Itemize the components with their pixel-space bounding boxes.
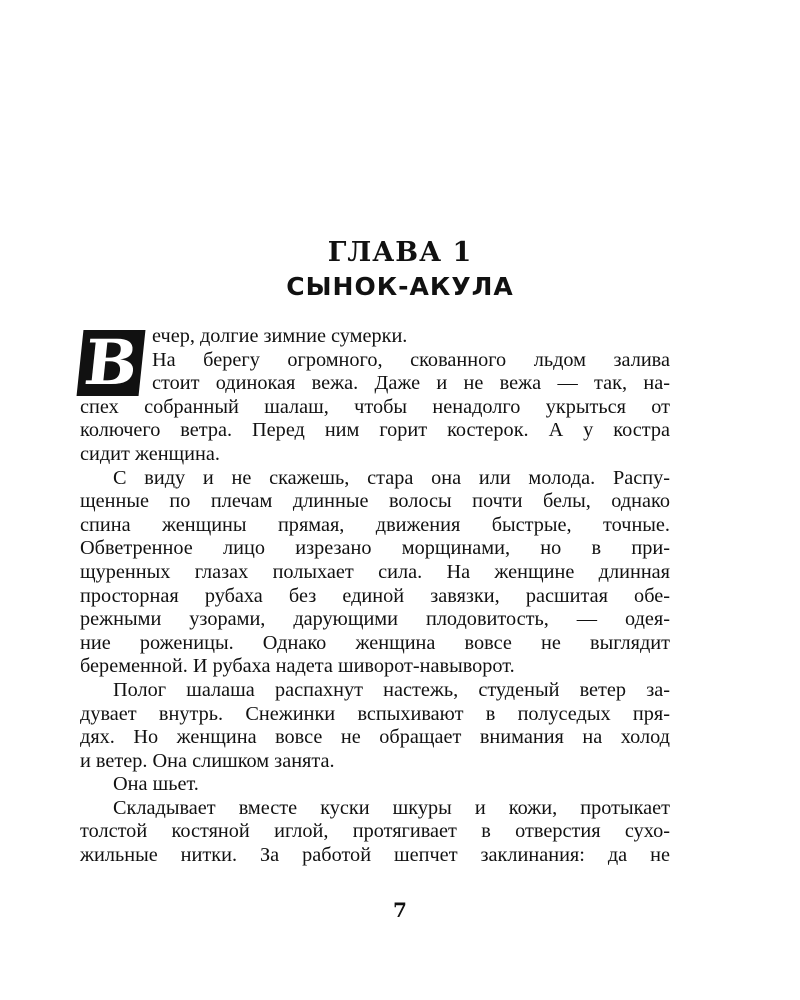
text-line: ечер, долгие зимние сумерки.: [152, 325, 408, 347]
text-line: толстой костяной иглой, протягивает в отверстия сухо-: [80, 820, 670, 843]
text-line: Она шьет.: [113, 773, 199, 796]
text-line: щуренных глазах полыхает сила. На женщине длинная: [80, 560, 670, 583]
page-number: 7: [393, 898, 407, 922]
text-line: стоит одинокая вежа. Даже и не вежа — так, на-: [152, 372, 670, 395]
chapter-text: [80, 325, 670, 868]
text-line: С виду и не скажешь, стара она или молода. Распу-: [113, 466, 670, 489]
text-line: Складывает вместе куски шкуры и кожи, протыкает: [113, 796, 670, 819]
text-line: и ветер. Она слишком занята.: [80, 749, 335, 772]
text-line: спех собранный шалаш, чтобы ненадолго укрыться от: [80, 395, 670, 418]
drop-cap-letter: В: [77, 330, 146, 396]
text-line: дувает внутрь. Снежинки вспыхивают в полуседых пря-: [80, 702, 670, 725]
chapter-number: ГЛАВА 1: [327, 237, 473, 268]
text-line: режными узорами, дарующими плодовитость, — одея-: [80, 608, 670, 631]
text-line: дях. Но женщина вовсе не обращает внимания на холод: [80, 726, 670, 749]
text-line: жильные нитки. За работой шепчет заклинания: да не: [80, 844, 670, 867]
text-line: спина женщины прямая, движения быстрые, точные.: [80, 513, 670, 536]
text-line: На берегу огромного, скованного льдом залива: [152, 348, 670, 371]
text-line: Полог шалаша распахнут настежь, студеный ветер за-: [113, 678, 670, 701]
text-line: беременной. И рубаха надета шиворот-навыворот.: [80, 655, 515, 678]
text-line: колючего ветра. Перед ним горит костерок. А у костра: [80, 419, 670, 442]
text-line: просторная рубаха без единой завязки, расшитая обе-: [80, 584, 670, 607]
text-line: щенные по плечам длинные волосы почти белы, однако: [80, 490, 670, 513]
chapter-title: СЫНОК-АКУЛА: [286, 272, 514, 301]
text-line: сидит женщина.: [80, 442, 220, 465]
text-line: ние роженицы. Однако женщина вовсе не выглядит: [80, 631, 670, 654]
text-line: Обветренное лицо изрезано морщинами, но в при-: [80, 537, 670, 560]
